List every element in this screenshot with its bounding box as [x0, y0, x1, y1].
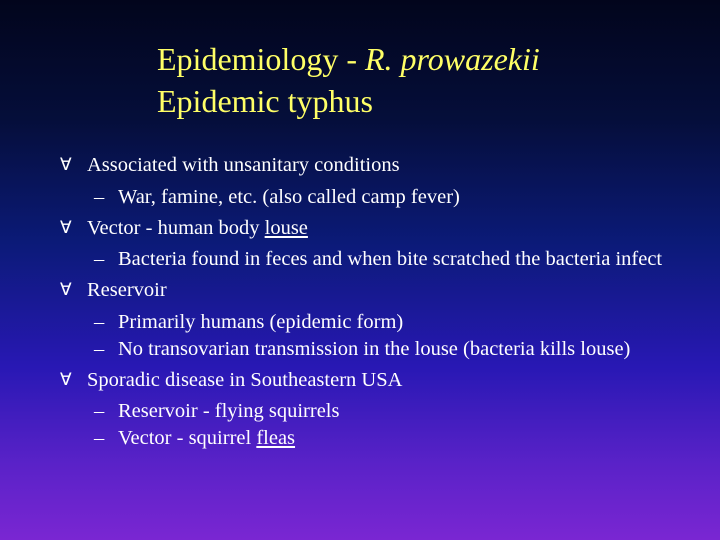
dash-icon: – — [94, 248, 105, 270]
bullet-item-unsanitary — [60, 150, 680, 182]
dash-icon: – — [94, 400, 105, 422]
sub-item-text: Primarily humans (epidemic form) — [118, 310, 404, 333]
sub-item-no-transovarian — [60, 338, 680, 361]
bullet-icon: Ɐ — [60, 217, 72, 238]
bullet-icon: Ɐ — [60, 369, 72, 390]
bullet-text: Reservoir — [87, 279, 167, 301]
title-organism-name: R. prowazekii — [364, 41, 540, 77]
dash-icon: – — [94, 185, 105, 208]
sub-item-text: No transovarian transmission in the louse (bacteria kills louse) — [118, 337, 631, 360]
sub-item-text: Reservoir - flying squirrels — [118, 400, 340, 422]
bullet-icon: Ɐ — [60, 155, 72, 175]
louse-link[interactable]: louse — [264, 216, 308, 239]
slide-title — [157, 38, 540, 122]
title-line-1 — [157, 38, 540, 80]
bullet-item-reservoir — [60, 275, 680, 307]
bullet-text: Associated with unsanitary conditions — [87, 154, 400, 176]
bullet-text: Vector - human body — [87, 216, 265, 239]
bullet-item-sporadic — [60, 365, 680, 397]
sub-item-text: Vector - squirrel — [118, 427, 257, 449]
bullet-item-vector — [60, 213, 680, 245]
dash-icon: – — [94, 337, 105, 360]
dash-icon: – — [94, 310, 105, 333]
sub-item-squirrel-fleas — [60, 427, 680, 450]
title-line-2: Epidemic typhus — [157, 83, 373, 119]
sub-item-war-famine — [60, 186, 680, 209]
fleas-link[interactable]: fleas — [256, 427, 296, 449]
title-prefix: Epidemiology - — [157, 41, 365, 77]
sub-item-primarily-humans — [60, 311, 680, 334]
sub-item-text: War, famine, etc. (also called camp fever) — [118, 185, 460, 208]
bullet-text: Sporadic disease in Southeastern USA — [87, 368, 403, 391]
dash-icon: – — [94, 427, 105, 449]
bullet-list — [60, 150, 680, 454]
bullet-icon: Ɐ — [60, 280, 72, 300]
sub-item-bacteria-feces — [60, 248, 680, 271]
sub-item-flying-squirrels — [60, 400, 680, 423]
sub-item-text: Bacteria found in feces and when bite scratched the bacteria infect — [118, 248, 663, 270]
